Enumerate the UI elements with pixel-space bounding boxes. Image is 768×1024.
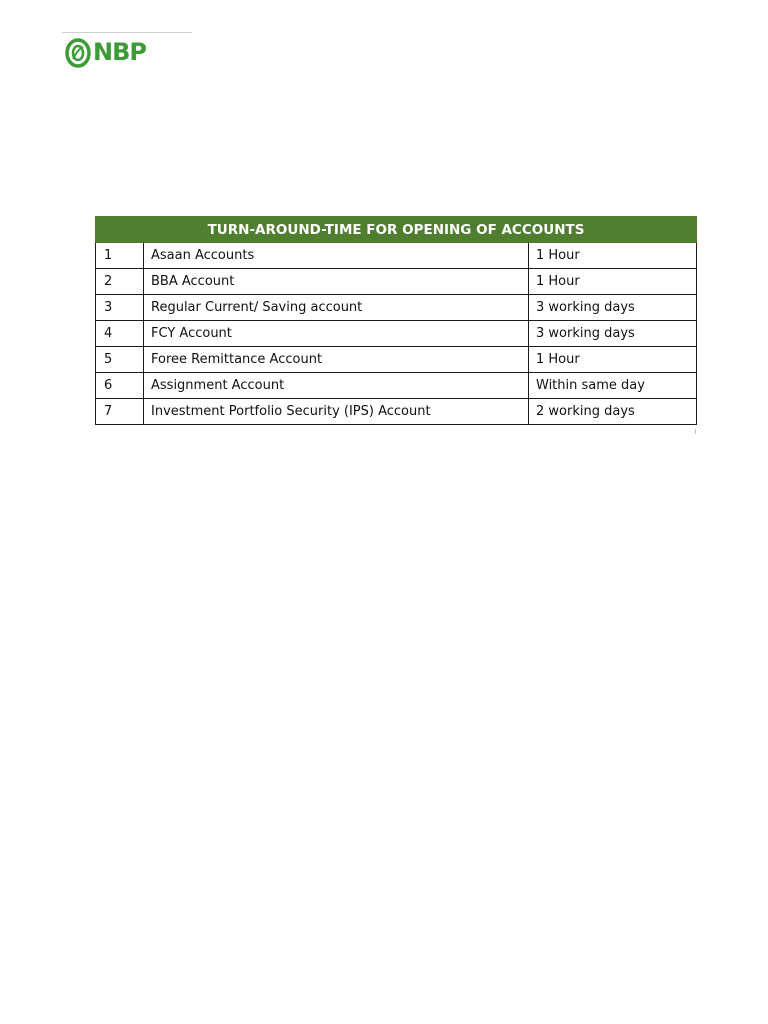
table-row [96,295,697,321]
nbp-logo [62,32,192,72]
row-number: 3 [96,295,144,321]
row-number: 1 [96,243,144,269]
account-type: Regular Current/ Saving account [144,295,529,321]
table-corner-mark [695,429,696,434]
row-number: 6 [96,373,144,399]
account-type: Assignment Account [144,373,529,399]
account-type: FCY Account [144,321,529,347]
turnaround-time: Within same day [529,373,697,399]
turnaround-time-table [95,216,697,425]
turnaround-time: 1 Hour [529,243,697,269]
account-type: Investment Portfolio Security (IPS) Account [144,399,529,425]
nbp-emblem-icon [65,37,91,69]
row-number: 5 [96,347,144,373]
logo-text: NBP [93,38,146,66]
table-row [96,243,697,269]
turnaround-time: 3 working days [529,321,697,347]
turnaround-time: 2 working days [529,399,697,425]
turnaround-time: 1 Hour [529,347,697,373]
row-number: 2 [96,269,144,295]
table-row [96,399,697,425]
table-row [96,347,697,373]
account-type: Asaan Accounts [144,243,529,269]
row-number: 4 [96,321,144,347]
table-body [96,243,697,425]
table-row [96,321,697,347]
account-type: Foree Remittance Account [144,347,529,373]
table-header-row [96,217,697,243]
logo-rule [62,32,192,33]
row-number: 7 [96,399,144,425]
table-row [96,373,697,399]
account-type: BBA Account [144,269,529,295]
table-title: TURN-AROUND-TIME FOR OPENING OF ACCOUNTS [96,217,697,243]
turnaround-time: 3 working days [529,295,697,321]
table-row [96,269,697,295]
turnaround-time: 1 Hour [529,269,697,295]
